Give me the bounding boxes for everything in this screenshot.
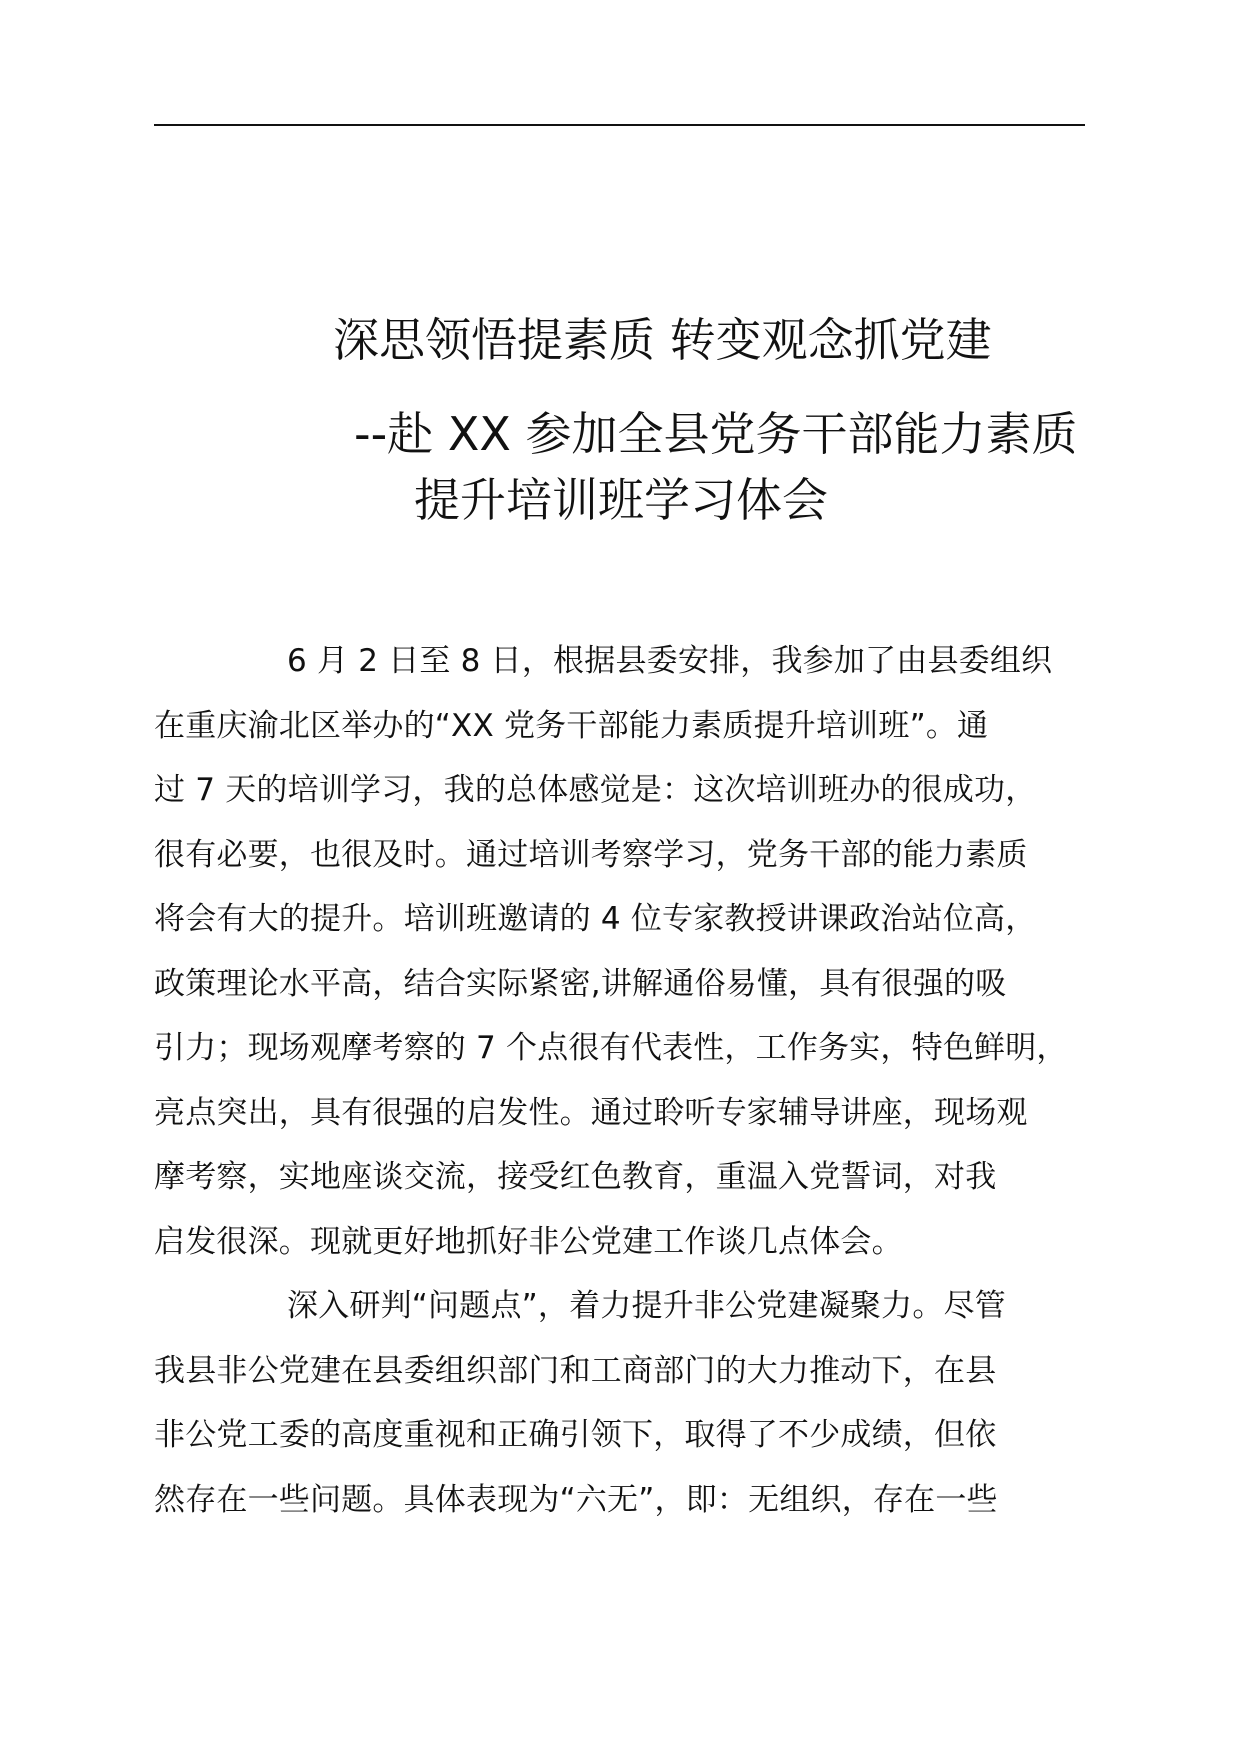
paragraph-line: 将会有大的提升。培训班邀请的 4 位专家教授讲课政治站位高，: [154, 901, 1037, 937]
paragraph-line: 很有必要，也很及时。通过培训考察学习，党务干部的能力素质: [154, 836, 1028, 873]
document-subtitle-line-1: --赴 XX 参加全县党务干部能力素质: [354, 407, 1078, 461]
paragraph-line: 6 月 2 日至 8 日，根据县委安排，我参加了由县委组织: [287, 643, 1053, 679]
paragraph-line: 深入研判“问题点”，着力提升非公党建凝聚力。尽管: [287, 1288, 1006, 1324]
paragraph-line: 然存在一些问题。具体表现为“六无”，即：无组织，存在一些: [154, 1481, 998, 1518]
paragraph-line: 引力；现场观摩考察的 7 个点很有代表性，工作务实，特色鲜明，: [154, 1030, 1068, 1066]
paragraph-line: 政策理论水平高，结合实际紧密,讲解通俗易懂，具有很强的吸: [154, 965, 1007, 1002]
paragraph-line: 非公党工委的高度重视和正确引领下，取得了不少成绩，但依: [154, 1417, 997, 1453]
paragraph-line: 在重庆渝北区举办的“XX 党务干部能力素质提升培训班”。通: [154, 707, 989, 744]
document-subtitle-line-2: 提升培训班学习体会: [414, 473, 828, 527]
paragraph-line: 启发很深。现就更好地抓好非公党建工作谈几点体会。: [154, 1223, 903, 1260]
document-title: 深思领悟提素质 转变观念抓党建: [333, 313, 992, 367]
paragraph-line: 过 7 天的培训学习，我的总体感觉是：这次培训班办的很成功，: [154, 772, 1037, 808]
header-rule: [154, 124, 1085, 126]
paragraph-1: [154, 629, 1100, 1274]
paragraph-line: 我县非公党建在县委组织部门和工商部门的大力推动下，在县: [154, 1352, 997, 1389]
paragraph-line: 亮点突出，具有很强的启发性。通过聆听专家辅导讲座，现场观: [154, 1094, 1028, 1131]
paragraph-2: [154, 1274, 1100, 1532]
paragraph-line: 摩考察，实地座谈交流，接受红色教育，重温入党誓词，对我: [154, 1159, 997, 1195]
document-body: [154, 629, 1100, 1532]
